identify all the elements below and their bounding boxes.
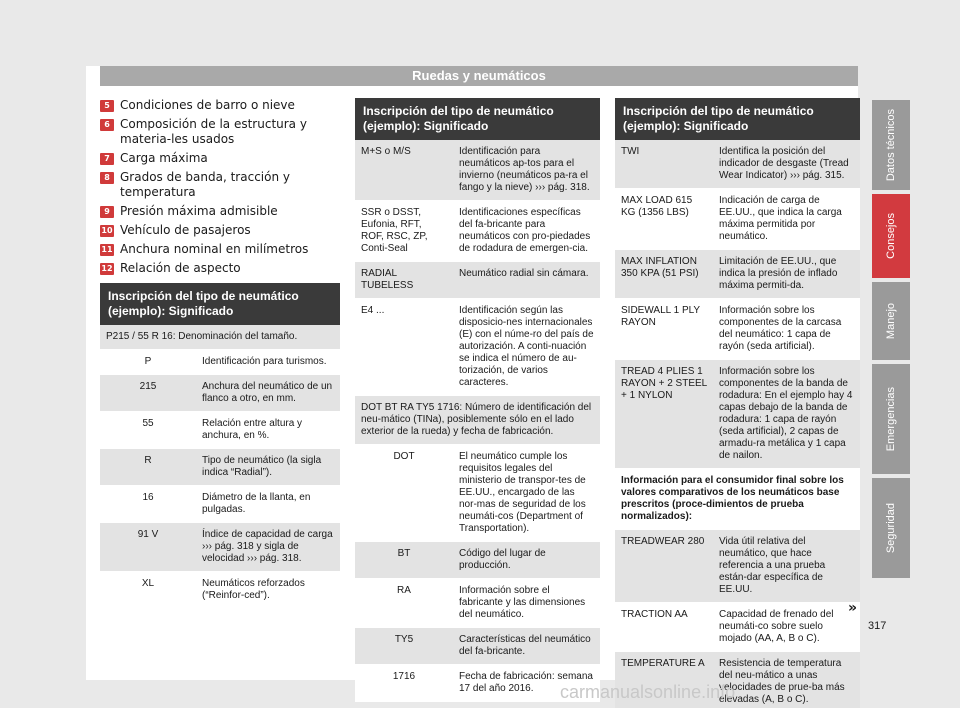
section-header: Ruedas y neumáticos <box>100 66 858 86</box>
row-value: Vida útil relativa del neumático, que hace referencia a una prueba están-dar específica de EE.UU. <box>719 536 826 595</box>
table-row <box>100 486 340 523</box>
list-item-text: Relación de aspecto <box>120 261 241 275</box>
list-item-text: Vehículo de pasajeros <box>120 223 251 237</box>
row-key: R <box>144 455 152 466</box>
table-row <box>355 542 600 579</box>
tab-consejos[interactable] <box>872 194 910 278</box>
table-row <box>615 360 860 469</box>
row-value: Características del neumático del fa-bricante. <box>459 634 591 657</box>
row-value: Capacidad de frenado del neumáti-co sobre suelo mojado (AA, A, B o C). <box>719 609 834 644</box>
number-badge: 6 <box>100 119 114 131</box>
row-key: 1716 <box>392 671 416 682</box>
row-key: M+S o M/S <box>361 146 411 157</box>
table-row <box>100 350 340 375</box>
table-row <box>615 299 860 360</box>
table-heading: Inscripción del tipo de neumático (ejemplo): Significado <box>355 98 600 140</box>
row-value: Relación entre altura y anchura, en %. <box>202 418 303 441</box>
row-key: 215 <box>139 381 157 392</box>
number-badge: 11 <box>101 245 113 254</box>
table-row <box>615 530 860 603</box>
dot-intro-row <box>355 396 600 445</box>
list-item-text: Composición de la estructura y materia-les usados <box>120 117 307 146</box>
table-row <box>615 189 860 250</box>
row-value: Índice de capacidad de carga ››› pág. 318 y sigla de velocidad ››› pág. 318. <box>202 529 333 564</box>
row-key: TREAD 4 PLIES 1 RAYON + 2 STEEL + 1 NYLON <box>621 366 707 401</box>
tab-label: Seguridad <box>885 502 897 554</box>
row-key: BT <box>397 548 411 559</box>
row-key: P <box>144 356 152 367</box>
row-value: Código del lugar de producción. <box>459 548 546 571</box>
table-row <box>615 603 860 652</box>
row-key: RA <box>397 585 411 596</box>
row-value: Identifica la posición del indicador de desgaste (Tread Wear Indicator) ››› pág. 315. <box>719 146 849 181</box>
table-row <box>615 140 860 189</box>
dot-intro: DOT BT RA TY5 1716: Número de identificación del neu-mático (TINa), posiblemente sólo en el lado exterior de la rueda) y fecha de fabricación. <box>361 402 592 437</box>
row-value: Neumático radial sin cámara. <box>459 268 589 279</box>
table-row <box>615 250 860 299</box>
row-key: MAX INFLATION 350 KPA (51 PSI) <box>621 256 699 279</box>
row-key: TEMPERATURE A <box>621 658 705 669</box>
tab-label: Manejo <box>885 302 897 340</box>
size-intro: P215 / 55 R 16: Denominación del tamaño. <box>106 331 298 342</box>
table-heading: Inscripción del tipo de neumático (ejemplo): Significado <box>100 283 340 325</box>
number-badge: 7 <box>100 153 114 165</box>
tab-label: Emergencias <box>885 386 897 452</box>
row-key: MAX LOAD 615 KG (1356 LBS) <box>621 195 693 218</box>
list-item <box>100 204 340 219</box>
row-value: Identificación para turismos. <box>202 356 327 367</box>
tab-emergencias[interactable] <box>872 364 910 474</box>
watermark: carmanualsonline.info <box>560 682 736 702</box>
legend-list <box>100 98 340 280</box>
row-value: Limitación de EE.UU., que indica la presión de inflado máxima permiti-da. <box>719 256 838 291</box>
row-value: Información sobre el fabricante y las dimensiones del neumático. <box>459 585 586 620</box>
table-intro-row <box>100 325 340 350</box>
number-badge: 8 <box>100 172 114 184</box>
row-value: Información sobre los componentes de la carcasa del neumático: 1 capa de rayón (seda artificial). <box>719 305 842 352</box>
row-key: TRACTION AA <box>621 609 688 620</box>
table-row <box>355 628 600 665</box>
number-badge: 5 <box>100 100 114 112</box>
row-key: SSR o DSST, Eufonia, RFT, ROF, RSC, ZP, Conti-Seal <box>361 207 428 254</box>
tab-manejo[interactable] <box>872 282 910 360</box>
consumer-intro-row <box>615 469 860 530</box>
row-key: SIDEWALL 1 PLY RAYON <box>621 305 700 328</box>
row-value: Neumáticos reforzados (“Reinfor-ced”). <box>202 578 305 601</box>
row-value: Información sobre los componentes de la banda de rodadura: En el ejemplo hay 4 capas debajo de la banda de rodadura: 1 capa de rayón (seda artificial), 2 capas de armadu-ra metálica y 1 capa de nailon. <box>719 366 853 461</box>
table-row <box>100 572 340 609</box>
list-item-text: Condiciones de barro o nieve <box>120 98 295 112</box>
table-heading: Inscripción del tipo de neumático (ejemplo): Significado <box>615 98 860 140</box>
page-number: 317 <box>868 620 887 632</box>
tab-datos-t-cnicos[interactable] <box>872 100 910 190</box>
row-value: El neumático cumple los requisitos legales del ministerio de transpor-tes de EE.UU., encargado de las nor-mas de seguridad de los neumáti-cos (Department of Transportation). <box>459 451 586 534</box>
table-row <box>355 579 600 628</box>
list-item <box>100 170 340 200</box>
tire-table-size <box>100 283 340 609</box>
row-key: 55 <box>142 418 154 429</box>
row-key: RADIAL TUBELESS <box>361 268 414 291</box>
list-item-text: Grados de banda, tracción y temperatura <box>120 170 290 199</box>
list-item <box>100 261 340 276</box>
table-row <box>355 201 600 262</box>
tab-label: Datos técnicos <box>885 108 897 182</box>
row-value: Identificación según las disposicio-nes internacionales (E) con el núme-ro del país de autorización. A conti-nuación se indica el número de au-torización, de varios caracteres. <box>459 305 594 388</box>
list-item <box>100 117 340 147</box>
list-item <box>100 151 340 166</box>
table-row <box>100 449 340 486</box>
row-value: Indicación de carga de EE.UU., que indica la carga máxima permitida por neumático. <box>719 195 842 242</box>
row-key: XL <box>141 578 155 589</box>
table-row <box>100 412 340 449</box>
row-key: E4 ... <box>361 305 385 316</box>
tire-table-us <box>615 98 860 708</box>
table-row <box>355 262 600 299</box>
row-key: TY5 <box>394 634 414 645</box>
number-badge: 10 <box>101 226 113 235</box>
table-row <box>355 140 600 201</box>
row-value: Fecha de fabricación: semana 17 del año 2016. <box>459 671 593 694</box>
row-key: DOT <box>393 451 415 462</box>
row-key: 16 <box>142 492 154 503</box>
table-row <box>100 375 340 412</box>
table-row <box>355 299 600 396</box>
number-badge: 12 <box>101 264 113 273</box>
list-item <box>100 223 340 238</box>
list-item-text: Carga máxima <box>120 151 208 165</box>
consumer-intro: Información para el consumidor final sobre los valores comparativos de los neumáticos base prescritos (proce-dimientos de prueba normalizados): <box>621 475 844 522</box>
list-item <box>100 98 340 113</box>
row-key: TREADWEAR 280 <box>621 536 705 547</box>
row-value: Anchura del neumático de un flanco a otro, en mm. <box>202 381 333 404</box>
row-value: Resistencia de temperatura del neu-mático a unas velocidades de prue-ba más elevadas (A, B o C). <box>719 658 845 705</box>
chapter-tabs <box>872 100 910 582</box>
table-row <box>100 523 340 572</box>
row-value: Tipo de neumático (la sigla indica “Radial”). <box>202 455 322 478</box>
row-key: 91 V <box>137 529 159 540</box>
list-item-text: Presión máxima admisible <box>120 204 278 218</box>
table-row <box>355 445 600 542</box>
number-badge: 9 <box>100 206 114 218</box>
tab-seguridad[interactable] <box>872 478 910 578</box>
list-item-text: Anchura nominal en milímetros <box>120 242 309 256</box>
row-value: Diámetro de la llanta, en pulgadas. <box>202 492 311 515</box>
next-page-icon[interactable]: » <box>848 600 858 616</box>
list-item <box>100 242 340 257</box>
tab-label: Consejos <box>885 213 897 259</box>
row-value: Identificaciones específicas del fa-bricante para neumáticos con pro-piedades de rodadura de emergen-cia. <box>459 207 591 254</box>
row-key: TWI <box>621 146 640 157</box>
tire-table-markings <box>355 98 600 702</box>
row-value: Identificación para neumáticos ap-tos para el invierno (neumáticos pa-ra el fango y la nieve) ››› pág. 318. <box>459 146 590 193</box>
